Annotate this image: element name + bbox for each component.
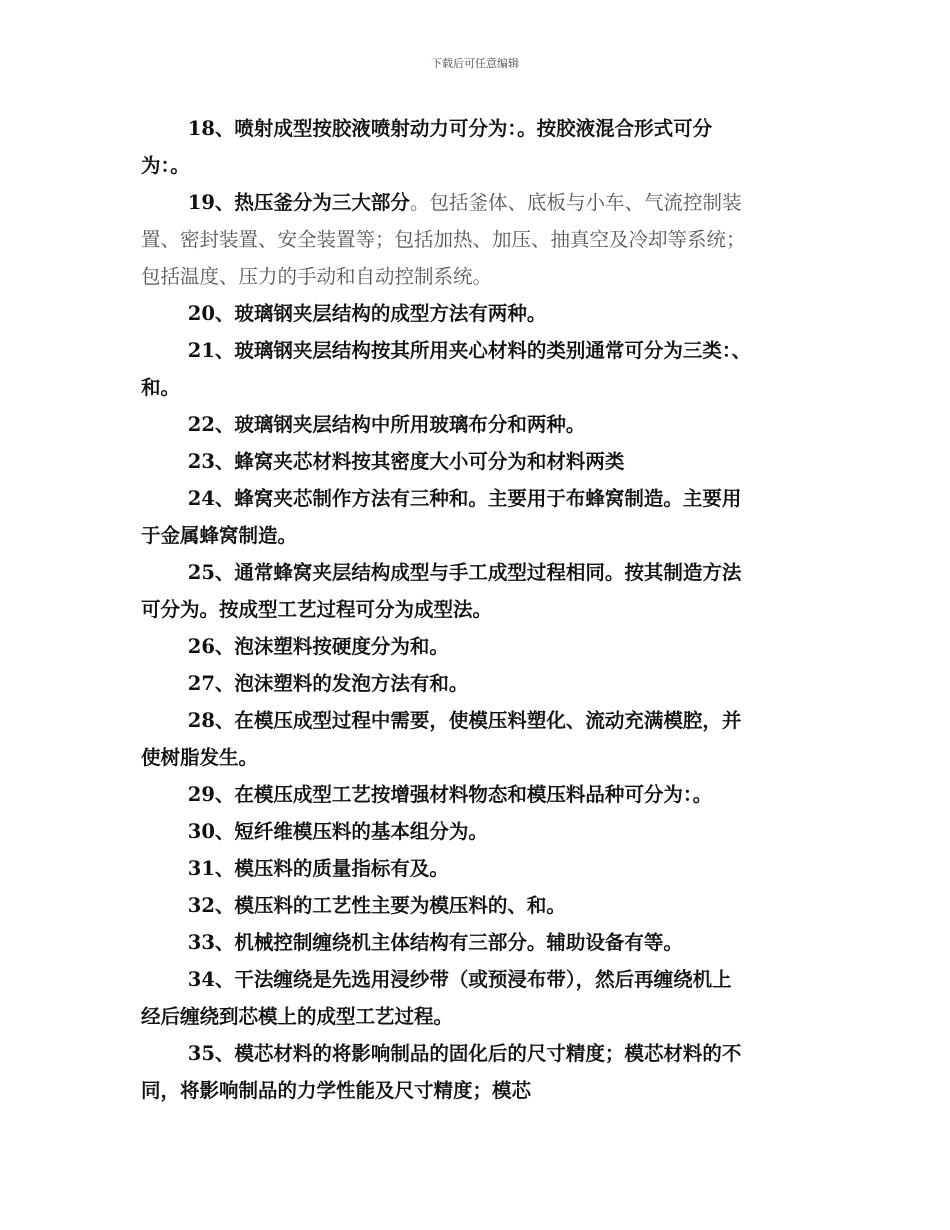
question-20-line-1: 20、玻璃钢夹层结构的成型方法有两种。: [187, 302, 547, 325]
question-22-line-1: 22、玻璃钢夹层结构中所用玻璃布分和两种。: [187, 413, 586, 436]
question-35-line-2: 同，将影响制品的力学性能及尺寸精度；模芯: [141, 1079, 532, 1102]
question-30-line-1: 30、短纤维模压料的基本组分为。: [187, 820, 488, 843]
question-32-line-1: 32、模压料的工艺性主要为模压料的、和。: [187, 894, 566, 917]
document-body: [141, 110, 821, 1109]
question-34-line-2: 经后缠绕到芯模上的成型工艺过程。: [141, 1005, 454, 1028]
question-19-line-2: 置、密封装置、安全装置等；包括加热、加压、抽真空及冷却等系统；: [141, 228, 746, 251]
question-19-bold-text: 19、热压釜分为三大部分: [187, 191, 410, 214]
question-26-line-1: 26、泡沫塑料按硬度分为和。: [187, 635, 449, 658]
question-28-line-1: 28、在模压成型过程中需要，使模压料塑化、流动充满模腔，并: [187, 709, 742, 732]
question-21-line-2: 和。: [141, 376, 181, 399]
question-19-line-1: [141, 184, 821, 221]
question-31-line-1: 31、模压料的质量指标有及。: [187, 857, 449, 880]
question-21-line-1: 21、玻璃钢夹层结构按其所用夹心材料的类别通常可分为三类：、: [187, 339, 752, 362]
question-24-line-2: 于金属蜂窝制造。: [141, 524, 298, 547]
page-header: 下载后可任意编辑: [431, 57, 519, 70]
question-33-line-1: 33、机械控制缠绕机主体结构有三部分。辅助设备有等。: [187, 931, 683, 954]
question-24-line-1: 24、蜂窝夹芯制作方法有三种和。主要用于布蜂窝制造。主要用: [187, 487, 742, 510]
question-18-line-1: 18、喷射成型按胶液喷射动力可分为：。按胶液混合形式可分: [187, 117, 713, 140]
question-28-line-2: 使树脂发生。: [141, 746, 259, 769]
question-23-line-1: 23、蜂窝夹芯材料按其密度大小可分为和材料两类: [187, 450, 625, 473]
question-19-light-text: 。包括釜体、底板与小车、气流控制装: [409, 191, 742, 214]
question-18-line-2: 为：。: [141, 154, 190, 177]
question-35-line-1: 35、模芯材料的将影响制品的固化后的尺寸精度；模芯材料的不: [187, 1042, 742, 1065]
question-19-line-3: 包括温度、压力的手动和自动控制系统。: [141, 265, 493, 288]
question-25-line-2: 可分为。按成型工艺过程可分为成型法。: [141, 598, 493, 621]
question-29-line-1: 29、在模压成型工艺按增强材料物态和模压料品种可分为：。: [187, 783, 713, 806]
question-27-line-1: 27、泡沫塑料的发泡方法有和。: [187, 672, 469, 695]
question-25-line-1: 25、通常蜂窝夹层结构成型与手工成型过程相同。按其制造方法: [187, 561, 742, 584]
question-34-line-1: 34、干法缠绕是先选用浸纱带（或预浸布带），然后再缠绕机上: [187, 968, 732, 991]
